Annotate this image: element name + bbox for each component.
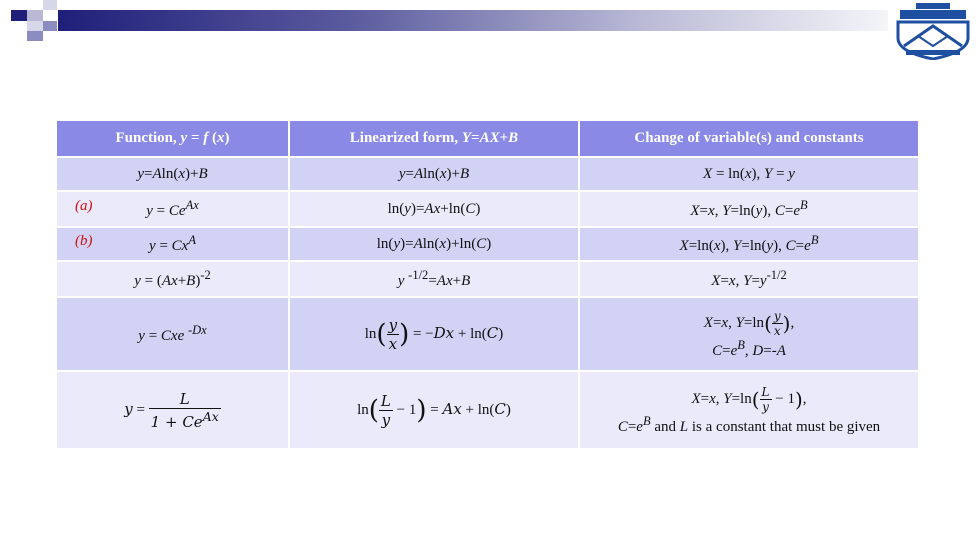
row-label: (b) [75, 233, 93, 249]
cell-function: (b) $y = Cx^A$ [57, 227, 289, 261]
column-header-linearized: Linearized form, Y=AX+B [289, 121, 579, 157]
cell-linearized: y=Aln(x)+B [289, 157, 579, 191]
cell-linearized: ln(y)=Aln(x)+ln(C) [289, 227, 579, 261]
cell-function: y = $\frac{L}{1 + Ce^{Ax}}$ [57, 371, 289, 449]
column-header-change: Change of variable(s) and constants [579, 121, 919, 157]
cell-linearized: ln( $\frac{y}{x}$ ) = −Dx + ln(C) [289, 297, 579, 371]
cell-change: X=x, Y=ln( $\frac{L}{y}$ − 1), $C=e^B$ and L is a constant that must be given [579, 371, 919, 449]
table-row [57, 227, 919, 261]
table-row [57, 191, 919, 227]
cell-change: X=x, Y=ln(y), $C=e^B$ [579, 191, 919, 227]
table-row [57, 261, 919, 297]
decor-square [27, 21, 43, 31]
linearization-table [57, 121, 920, 450]
decor-square [43, 0, 57, 10]
table-row [57, 157, 919, 191]
cell-change: X=x, Y=ln( $\frac{y}{x}$ ), $C=e^B$, D=-A [579, 297, 919, 371]
decor-square [27, 31, 43, 41]
cell-linearized: y $^{-1/2}$=Ax+B [289, 261, 579, 297]
cell-linearized: ln( $\frac{L}{y}$ − 1) = Ax + ln(C) [289, 371, 579, 449]
table-row [57, 297, 919, 371]
cell-function: $y = (Ax+B)^{-2}$ [57, 261, 289, 297]
cell-function: (a) $y = Ce^{Ax}$ [57, 191, 289, 227]
table-row [57, 371, 919, 449]
header-gradient-bar [58, 10, 888, 31]
cell-change: X=ln(x), Y=ln(y), $C=e^B$ [579, 227, 919, 261]
row-label: (a) [75, 198, 93, 214]
decor-square [27, 10, 43, 21]
cell-function: y = Cxe $^{-Dx}$ [57, 297, 289, 371]
decor-square [11, 10, 27, 21]
column-header-function: Function, y = f (x) [57, 121, 289, 157]
table-header-row [57, 121, 919, 157]
decor-square [43, 21, 57, 31]
cell-function: y=Aln(x)+B [57, 157, 289, 191]
cell-linearized: ln(y)=Ax+ln(C) [289, 191, 579, 227]
university-logo [890, 2, 976, 60]
cell-change: X = ln(x), Y = y [579, 157, 919, 191]
cell-change: X=x, $Y=y^{-1/2}$ [579, 261, 919, 297]
